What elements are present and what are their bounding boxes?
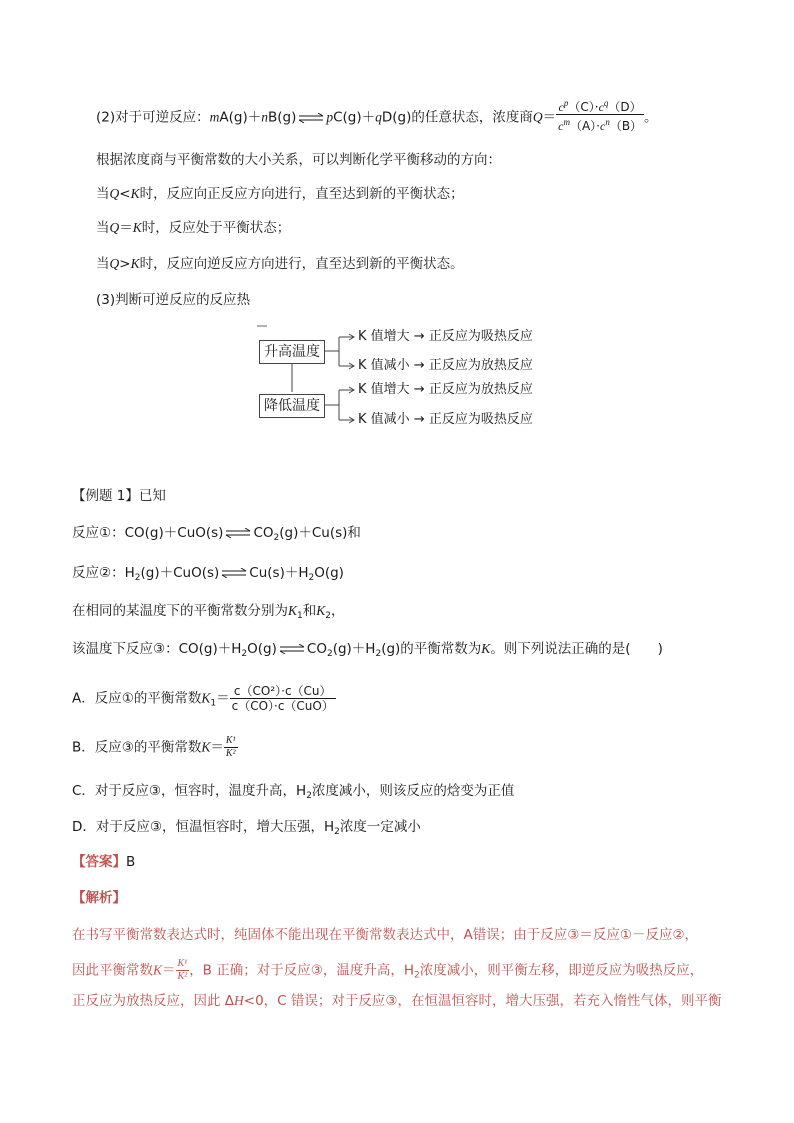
an2-a: 因此平衡常数 [72, 962, 153, 979]
an2-k: K [153, 962, 163, 978]
case2-post: 时，反应处于平衡状态； [141, 220, 291, 236]
equilibrium-arrow-icon [225, 528, 251, 538]
diagram-result-4: K 值减小 → 正反应为吸热反应 [358, 412, 533, 427]
species-c: C(g)＋ [333, 109, 376, 126]
equilibrium-arrow-icon [298, 113, 324, 123]
rxn2-r-sub: 2 [308, 573, 315, 583]
fraction-numerator [556, 96, 644, 115]
num-part-c: （C）· [568, 100, 599, 114]
coef-n: n [261, 109, 268, 125]
option-a-fraction [230, 684, 336, 713]
lk-mid: 和 [302, 603, 317, 619]
coef-p: p [326, 109, 334, 125]
optC-a: C．对于反应③，恒容时，温度升高，H [72, 783, 307, 799]
case2-pre: 当 [96, 220, 110, 236]
coef-q: q [375, 109, 382, 125]
den-c: c [558, 119, 564, 133]
rxn3-s3: 2 [375, 649, 382, 659]
an2-den: K² [177, 971, 188, 982]
num-exp-p: p [563, 98, 569, 108]
equilibrium-arrow-icon [221, 568, 247, 578]
case1-q: Q [109, 186, 120, 201]
equals-sign: ＝ [542, 109, 557, 126]
option-b-fraction [224, 735, 238, 760]
lk-k2s: 2 [325, 611, 331, 621]
an2-c: 浓度减小，则平衡左移，即逆反应为吸热反应， [419, 962, 704, 979]
q-variable: Q [532, 109, 543, 125]
an2-s: 2 [414, 970, 420, 981]
case2-q: Q [109, 220, 120, 235]
diagram-result-1: K 值增大 → 正反应为吸热反应 [358, 329, 533, 344]
rxn1-label: 反应①： [72, 525, 125, 541]
option-d [72, 817, 421, 842]
den-exp-m: m [563, 117, 570, 127]
constants-line [72, 601, 345, 626]
den-part-b: （B） [609, 119, 643, 133]
an3-a: 正反应为放热反应，因此 Δ [72, 993, 235, 1009]
optA-ks: 1 [210, 698, 217, 709]
case3-op: > [119, 256, 131, 272]
optA-k: K [201, 690, 211, 706]
diagram-result-2: K 值减小 → 正反应为放热反应 [358, 358, 533, 373]
equilibrium-arrow-icon [279, 644, 305, 654]
analysis-line-1: 在书写平衡常数表达式时，纯固体不能出现在平衡常数表达式中，A错误；由于反应③＝反应①－反应②， [72, 927, 699, 943]
reaction-2 [72, 563, 344, 588]
optD-a: D．对于反应③，恒温恒容时，增大压强，H [72, 819, 335, 835]
optB-num: K¹ [225, 735, 236, 746]
an2-num: K¹ [177, 958, 188, 969]
optC-b: 浓度减小，则该反应的焓变为正值 [311, 783, 515, 799]
p2-end: 。 [644, 109, 658, 126]
case1-post: 时，反应向正反应方向进行，直至达到新的平衡状态； [139, 186, 464, 202]
rxn2-l-b: (g)＋CuO(s) [140, 565, 220, 581]
rxn3-a: O(g) [247, 641, 277, 657]
case1-op: < [119, 186, 131, 202]
concentration-quotient-fraction [556, 96, 644, 133]
analysis-line-2 [72, 958, 703, 986]
rxn3-r1: CO [306, 641, 327, 657]
case3-post: 时，反应向逆反应方向进行，直至达到新的平衡状态。 [139, 256, 464, 272]
option-c [72, 781, 514, 806]
case3-q: Q [109, 256, 120, 271]
coef-m: m [209, 109, 220, 125]
rxn3-s1: 2 [241, 649, 248, 659]
species-a: A(g)＋ [219, 109, 262, 126]
rxn1-lhs: CO(g)＋CuO(s) [124, 525, 224, 541]
num-c2: c [598, 100, 604, 114]
an3-h: H [234, 993, 244, 1008]
rxn2-r-b: O(g) [314, 565, 344, 581]
optA-pre: A．反应①的平衡常数 [72, 690, 202, 707]
case3-pre: 当 [96, 256, 110, 272]
num-part-d: （D） [608, 100, 642, 114]
example-title: 【例题 1】已知 [72, 488, 166, 504]
box-lower-temperature: 降低温度 [259, 394, 325, 418]
optA-eq: ＝ [216, 690, 230, 707]
p2-prefix: (2)对于可逆反应： [96, 109, 210, 126]
rxn3-k: K [481, 641, 491, 656]
optA-den: c（CO）·c（CuO） [231, 699, 334, 713]
rxn3-r3: (g)的平衡常数为 [381, 641, 482, 657]
rxn3-r2: (g)＋H [332, 641, 376, 657]
lk-k1: K [288, 603, 298, 618]
lk-post: ， [331, 603, 345, 619]
rxn3-post: 。则下列说法正确的是( ) [490, 641, 663, 657]
den-c2: c [599, 119, 606, 133]
diagram-result-3: K 值增大 → 正反应为放热反应 [358, 382, 533, 397]
case-less [96, 184, 464, 204]
an3-b: <0，C 错误；对于反应③，在恒温恒容时，增大压强，若充入惰性气体，则平衡 [243, 993, 722, 1009]
lk-k2: K [316, 603, 326, 618]
rxn1-r-b: (g)＋Cu(s)和 [279, 525, 361, 541]
case2-op: ＝ [119, 220, 133, 236]
optB-eq: ＝ [210, 739, 224, 756]
case3-k: K [130, 256, 140, 271]
answer-value: B [126, 854, 136, 870]
lk-k1s: 1 [297, 611, 303, 621]
rxn2-label: 反应②： [72, 565, 125, 581]
analysis-label: 【解析】 [72, 890, 126, 906]
box-raise-temperature: 升高温度 [259, 340, 325, 364]
optD-s: 2 [334, 827, 340, 837]
optB-pre: B．反应③的平衡常数 [72, 739, 202, 756]
optD-b: 浓度一定减小 [339, 819, 421, 835]
reaction-3-question [72, 639, 663, 664]
basis-line: 根据浓度商与平衡常数的大小关系，可以判断化学平衡移动的方向： [96, 152, 501, 168]
rxn2-l-sub: 2 [134, 573, 141, 583]
p2-suffix: 的任意状态，浓度商 [411, 109, 533, 126]
den-part-a: （A）· [569, 119, 600, 133]
case2-k: K [132, 220, 142, 235]
lk-pre: 在相同的某温度下的平衡常数分别为 [72, 603, 288, 619]
p2-line [96, 98, 658, 133]
case1-k: K [130, 186, 140, 201]
reaction-1 [72, 523, 361, 548]
num-exp-q: q [603, 98, 609, 108]
answer-line [72, 852, 135, 872]
rxn2-rhs: Cu(s)＋H [249, 565, 309, 581]
optC-s: 2 [306, 791, 312, 801]
p3-heading: (3)判断可逆反应的反应热 [96, 292, 251, 308]
case-equal [96, 218, 290, 238]
case1-pre: 当 [96, 186, 110, 202]
species-b: B(g) [267, 109, 297, 126]
rxn1-r-a: CO [253, 525, 274, 541]
species-d: D(g) [381, 109, 412, 126]
option-a [72, 684, 336, 714]
rxn3-s2: 2 [326, 649, 333, 659]
option-b [72, 735, 238, 760]
fraction-denominator [556, 115, 644, 133]
rxn2-l-a: H [124, 565, 135, 581]
answer-label: 【答案】 [72, 854, 126, 870]
analysis-line-3 [72, 991, 722, 1011]
an2-b: ，B 正确；对于反应③，温度升高，H [189, 962, 414, 979]
an2-eq: ＝ [162, 962, 176, 979]
analysis-fraction [176, 958, 190, 983]
num-c: c [558, 100, 564, 114]
optA-num: c（CO²）·c（Cu） [230, 684, 336, 699]
den-exp-n: n [605, 117, 610, 127]
optB-den: K² [225, 748, 236, 759]
rxn3-pre: 该温度下反应③：CO(g)＋H [72, 641, 242, 657]
optB-k: K [201, 739, 211, 755]
case-greater [96, 254, 464, 274]
rxn1-sub: 2 [273, 533, 280, 543]
